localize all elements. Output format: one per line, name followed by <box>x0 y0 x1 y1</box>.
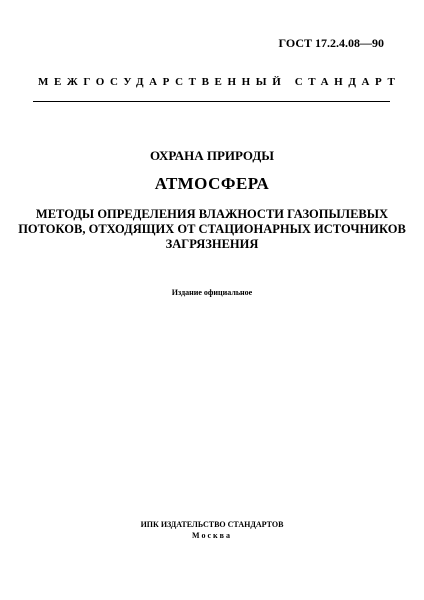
subtitle-line: ЗАГРЯЗНЕНИЯ <box>165 237 259 251</box>
subtitle <box>0 207 424 252</box>
main-title: АТМОСФЕРА <box>154 174 270 193</box>
publisher: ИПК ИЗДАТЕЛЬСТВО СТАНДАРТОВ <box>140 520 284 529</box>
subtitle-line: МЕТОДЫ ОПРЕДЕЛЕНИЯ ВЛАЖНОСТИ ГАЗОПЫЛЕВЫХ <box>35 207 389 221</box>
publisher-city: Москва <box>192 531 232 540</box>
standard-type: МЕЖГОСУДАРСТВЕННЫЙ СТАНДАРТ <box>38 76 401 88</box>
header-divider <box>33 101 390 102</box>
subtitle-line: ПОТОКОВ, ОТХОДЯЩИХ ОТ СТАЦИОНАРНЫХ ИСТОЧНИКОВ <box>18 222 406 236</box>
edition-note: Издание официальное <box>171 288 253 297</box>
document-code: ГОСТ 17.2.4.08—90 <box>278 36 384 50</box>
series-title: ОХРАНА ПРИРОДЫ <box>149 148 275 163</box>
